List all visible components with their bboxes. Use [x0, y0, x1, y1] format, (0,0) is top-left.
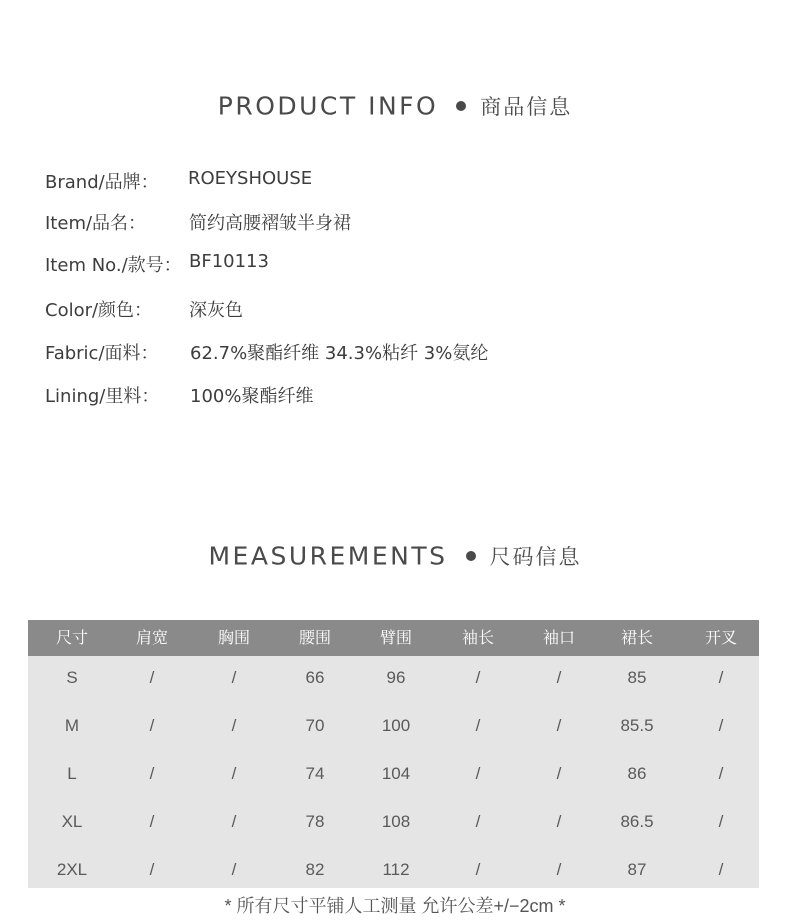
info-value: 62.7%聚酯纤维 34.3%粘纤 3%氨纶 [190, 343, 489, 364]
table-cell: / [556, 764, 562, 783]
table-cell: 85 [627, 668, 647, 687]
info-value: 100%聚酯纤维 [190, 386, 314, 407]
table-cell: 70 [305, 716, 325, 735]
product-info-title-en: PRODUCT INFO [217, 91, 439, 121]
table-cell: 96 [386, 668, 406, 687]
table-cell: / [149, 812, 155, 831]
table-cell: / [475, 812, 481, 831]
table-cell: / [475, 668, 481, 687]
info-label: Item No./款号： [45, 255, 182, 276]
table-cell: / [231, 764, 237, 783]
title-bullet-icon [456, 101, 466, 111]
table-cell: 66 [305, 668, 325, 687]
table-cell: 78 [305, 812, 325, 831]
table-cell: / [556, 716, 562, 735]
table-cell: S [66, 668, 78, 687]
info-label: Lining/里料： [45, 386, 160, 407]
info-value: BF10113 [189, 251, 269, 272]
header-cell-cuff: 袖口 [542, 628, 575, 647]
table-row [28, 654, 759, 702]
table-cell: / [718, 668, 724, 687]
info-value: 深灰色 [189, 300, 243, 321]
table-cell: 108 [381, 812, 411, 831]
table-cell: / [149, 764, 155, 783]
table-cell: / [231, 716, 237, 735]
table-cell: XL [61, 812, 83, 831]
table-cell: / [475, 716, 481, 735]
table-cell: 112 [382, 860, 410, 879]
table-cell: 87 [627, 860, 647, 879]
table-cell: / [475, 764, 481, 783]
table-cell: / [718, 812, 724, 831]
table-cell: M [64, 716, 80, 735]
info-label: Item/品名： [45, 213, 147, 234]
table-cell: 104 [381, 764, 411, 783]
table-cell: / [149, 860, 155, 879]
table-cell: / [556, 860, 562, 879]
header-cell-arm: 臂围 [379, 628, 412, 647]
table-cell: / [231, 860, 237, 879]
info-value: ROEYSHOUSE [188, 168, 313, 189]
table-cell: 2XL [56, 860, 88, 879]
table-cell: / [556, 812, 562, 831]
header-cell-waist: 腰围 [298, 628, 331, 647]
measurement-footnote: * 所有尺寸平铺人工测量 允许公差+/−2cm * [224, 896, 566, 916]
table-row [28, 750, 759, 798]
table-cell: / [475, 860, 481, 879]
table-cell: 82 [305, 860, 325, 879]
header-cell-skirt-length: 裙长 [620, 628, 653, 647]
table-cell: 86 [627, 764, 647, 783]
header-cell-size: 尺寸 [55, 628, 88, 647]
table-cell: / [718, 764, 724, 783]
size-table [28, 620, 759, 888]
table-cell: 86.5 [620, 812, 654, 831]
measurements-title [0, 541, 790, 571]
product-info-title-cn: 商品信息 [480, 95, 573, 119]
table-cell: / [231, 668, 237, 687]
measurements-title-en: MEASUREMENTS [208, 541, 448, 571]
info-value: 简约高腰褶皱半身裙 [189, 213, 351, 234]
header-cell-slit: 开叉 [704, 628, 737, 647]
size-table-header [28, 620, 759, 656]
header-cell-shoulder: 肩宽 [135, 628, 168, 647]
table-cell: / [231, 812, 237, 831]
header-cell-chest: 胸围 [217, 628, 250, 647]
title-bullet-icon [466, 551, 476, 561]
product-info-title [0, 91, 790, 121]
table-row [28, 846, 759, 894]
table-row [28, 798, 759, 846]
table-cell: / [149, 716, 155, 735]
table-cell: / [149, 668, 155, 687]
measurements-title-cn: 尺码信息 [489, 545, 582, 569]
info-label: Brand/品牌： [45, 172, 159, 193]
table-cell: 85.5 [620, 716, 654, 735]
table-row [28, 702, 759, 750]
table-cell: / [718, 860, 724, 879]
table-cell: 100 [381, 716, 411, 735]
table-cell: L [67, 764, 77, 783]
info-label: Fabric/面料： [45, 343, 159, 364]
table-cell: / [718, 716, 724, 735]
table-cell: 74 [305, 764, 325, 783]
table-cell: / [556, 668, 562, 687]
header-cell-sleeve-length: 袖长 [461, 628, 494, 647]
info-label: Color/颜色： [45, 300, 153, 321]
